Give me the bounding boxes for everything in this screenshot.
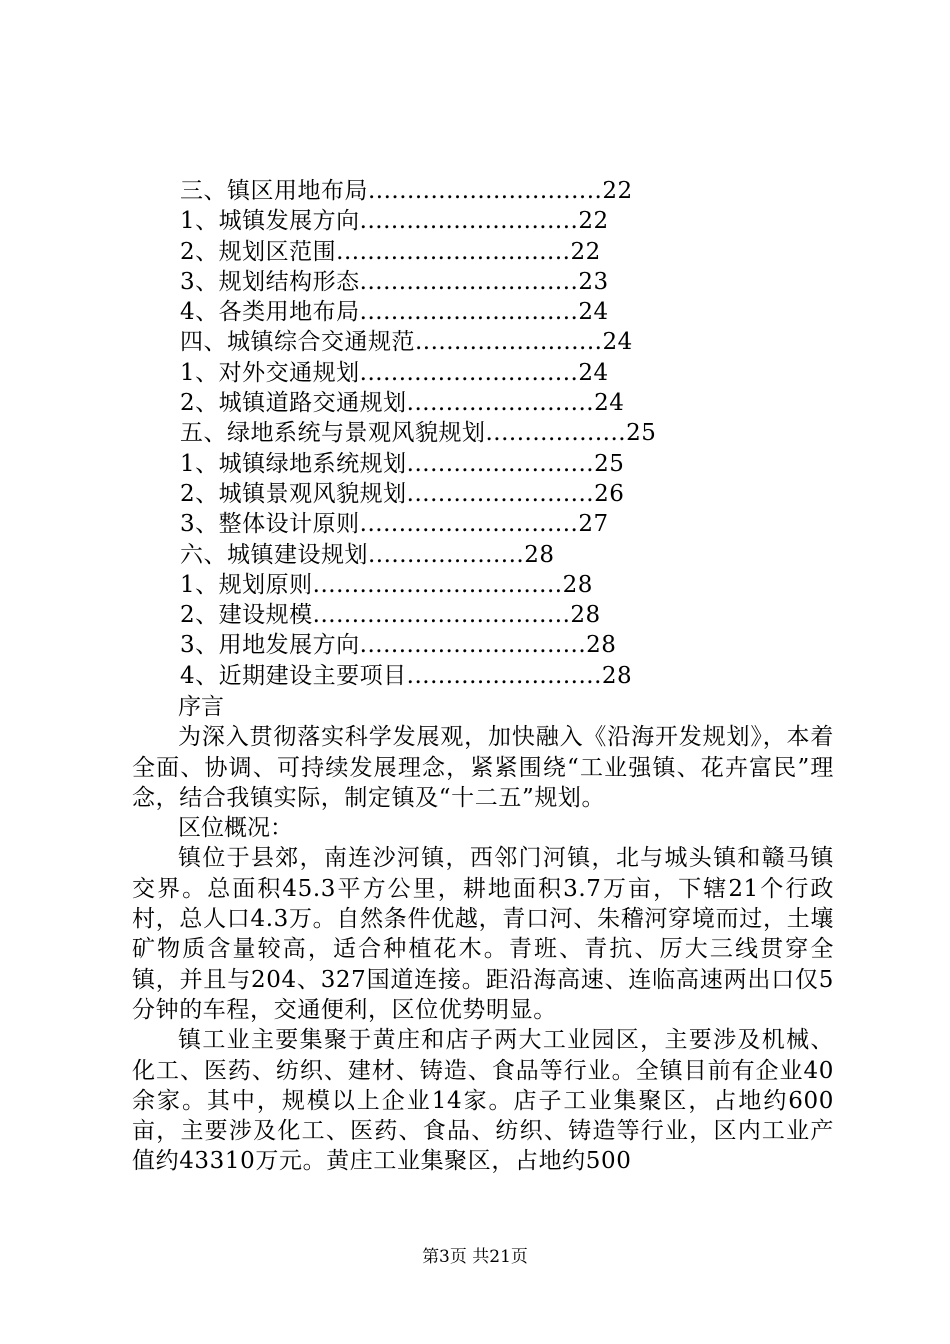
- toc-entry[interactable]: 1、规划原则................................28: [180, 571, 593, 598]
- table-of-contents: [132, 176, 832, 691]
- preface-heading: 序言: [178, 694, 224, 720]
- toc-entry[interactable]: 3、用地发展方向.............................28: [180, 632, 617, 659]
- toc-entry[interactable]: 4、近期建设主要项目.........................28: [180, 662, 633, 689]
- document-body: [132, 692, 834, 1177]
- toc-entry[interactable]: 2、城镇景观风貌规划........................26: [180, 480, 625, 507]
- location-heading: 区位概况：: [178, 815, 293, 842]
- toc-entry[interactable]: 六、城镇建设规划....................28: [180, 541, 555, 568]
- toc-entry[interactable]: 2、建设规模.................................28: [180, 602, 601, 629]
- toc-entry[interactable]: 3、整体设计原则............................27: [180, 511, 609, 538]
- toc-entry[interactable]: 1、城镇绿地系统规划........................25: [180, 450, 625, 477]
- industry-paragraph: 镇工业主要集聚于黄庄和店子两大工业园区，主要涉及机械、化工、医药、纺织、建材、铸造、食品等行业。全镇目前有企业40余家。其中，规模以上企业14家。店子工业集聚区，占地约600亩，主要涉及化工、医药、食品、纺织、铸造等行业，区内工业产值约43310万元。黄庄工业集聚区，占地约500: [132, 1027, 834, 1175]
- toc-entry[interactable]: 2、规划区范围..............................22: [180, 238, 601, 265]
- page-number: 第3页 共21页: [422, 1247, 528, 1267]
- location-paragraph: 镇位于县郊，南连沙河镇，西邻门河镇，北与城头镇和赣马镇交界。总面积45.3平方公里，耕地面积3.7万亩，下辖21个行政村，总人口4.3万。自然条件优越，青口河、朱稽河穿境而过，土壤矿物质含量较高，适合种植花木。青班、青抗、厉大三线贯穿全镇，并且与204、327国道连接。距沿海高速、连临高速两出口仅5分钟的车程，交通便利，区位优势明显。: [132, 845, 834, 1023]
- toc-entry[interactable]: 4、各类用地布局............................24: [180, 299, 609, 326]
- page-footer: [0, 1245, 950, 1269]
- toc-entry[interactable]: 3、规划结构形态............................23: [180, 268, 609, 295]
- toc-entry[interactable]: 1、对外交通规划............................24: [180, 359, 609, 386]
- toc-entry[interactable]: 三、镇区用地布局..............................22: [180, 178, 633, 204]
- toc-entry[interactable]: 2、城镇道路交通规划........................24: [180, 390, 625, 417]
- toc-entry[interactable]: 1、城镇发展方向............................22: [180, 208, 609, 235]
- preface-paragraph: 为深入贯彻落实科学发展观，加快融入《沿海开发规划》，本着全面、协调、可持续发展理念，紧紧围绕“工业强镇、花卉富民”理念，结合我镇实际，制定镇及“十二五”规划。: [132, 724, 834, 811]
- toc-entry[interactable]: 五、绿地系统与景观风貌规划..................25: [180, 420, 657, 447]
- toc-entry[interactable]: 四、城镇综合交通规范........................24: [180, 329, 633, 356]
